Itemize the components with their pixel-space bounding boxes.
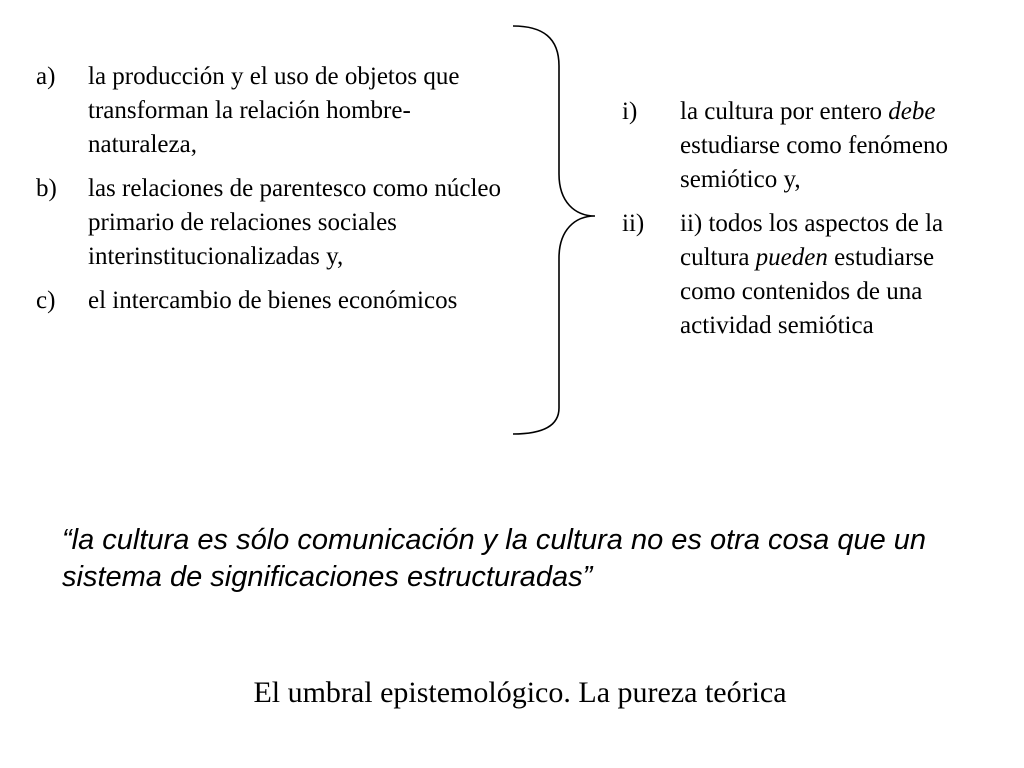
- list-marker: b): [36, 175, 57, 202]
- list-item: [622, 207, 992, 343]
- list-item-text: [680, 207, 992, 343]
- list-item-text: el intercambio de bienes económicos: [88, 287, 458, 314]
- list-item: [36, 284, 506, 318]
- list-item-text: las relaciones de parentesco como núcleo primario de relaciones sociales interinstitucionalizadas y,: [88, 175, 502, 270]
- list-item: [36, 172, 506, 274]
- right-curly-brace: [505, 24, 605, 439]
- list-marker: i): [622, 98, 638, 125]
- emphasis-text: pueden: [755, 244, 828, 271]
- left-list: [36, 60, 506, 328]
- emphasis-text: debe: [888, 98, 936, 125]
- right-list: [622, 95, 992, 353]
- list-marker: ii): [622, 210, 645, 237]
- list-item-text: la producción y el uso de objetos que transforman la relación hombre-naturaleza,: [88, 63, 460, 158]
- slide-title: El umbral epistemológico. La pureza teórica: [253, 676, 787, 709]
- quote-text: “la cultura es sólo comunicación y la cultura no es otra cosa que un sistema de significaciones estructuradas”: [62, 524, 927, 593]
- text-run: la cultura por entero: [680, 98, 889, 125]
- list-marker: a): [36, 63, 56, 90]
- text-run: estudiarse como fenómeno semiótico y,: [680, 132, 948, 193]
- text-run: ii) todos los aspectos de la cultura: [680, 210, 944, 271]
- list-item-text: [680, 95, 992, 197]
- text-run: estudiarse como contenidos de una actividad semiótica: [680, 244, 935, 339]
- list-item: [622, 95, 992, 197]
- list-marker: c): [36, 287, 56, 314]
- list-item: [36, 60, 506, 162]
